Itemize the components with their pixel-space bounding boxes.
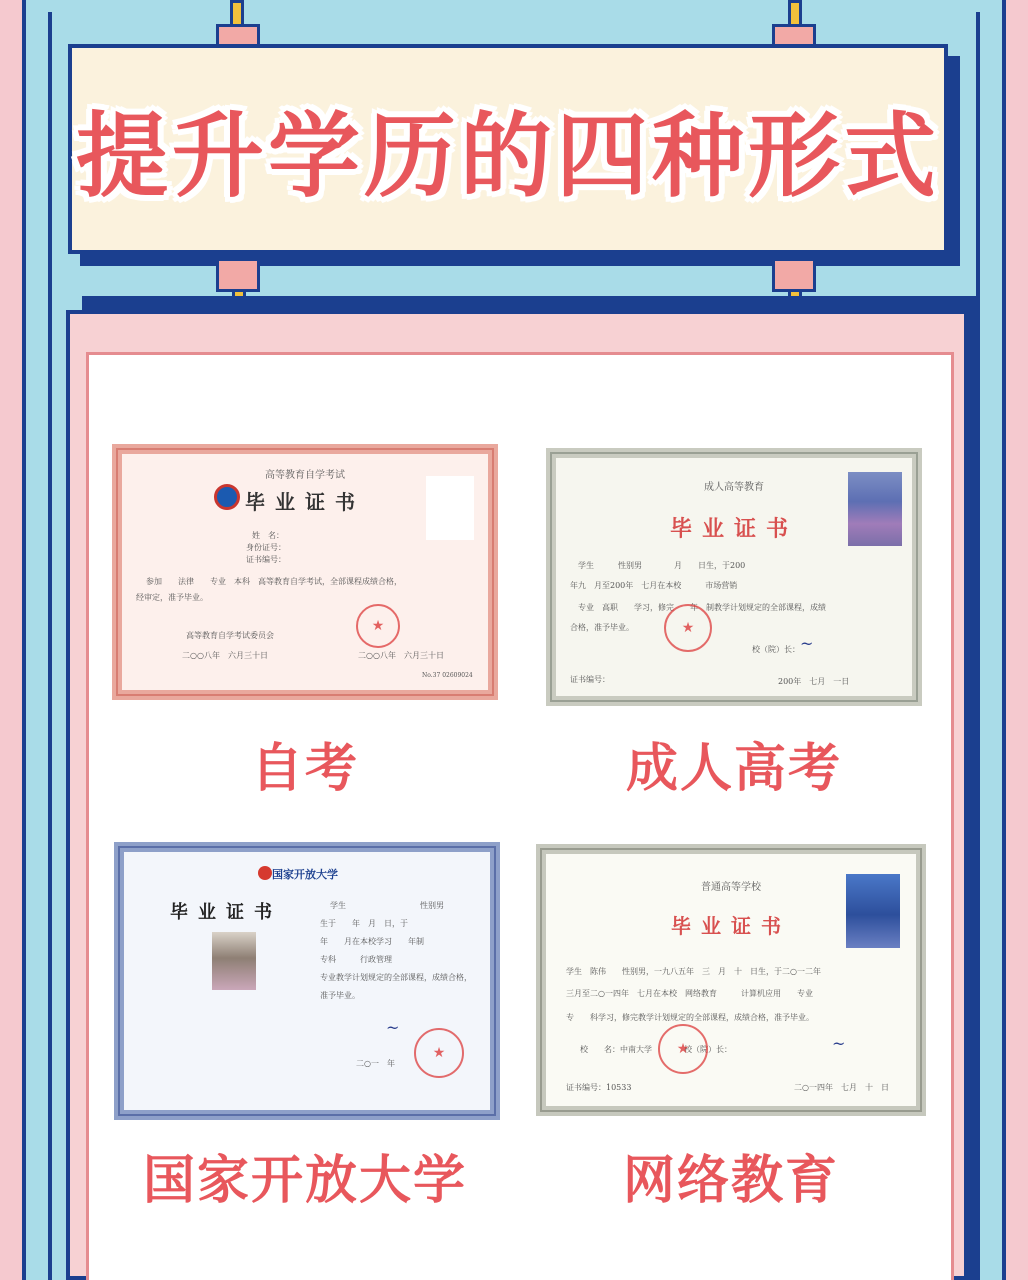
certificate-header: 成人高等教育 <box>704 482 764 493</box>
certificate-line: 准予毕业。 <box>320 991 360 1000</box>
certificate-line: 经审定，准予毕业。 <box>136 593 208 602</box>
certificate-zikao <box>112 444 498 700</box>
certificate-line: 校（院）长： <box>752 645 800 654</box>
hanging-tab <box>772 258 816 292</box>
principal-signature: ~ <box>832 1034 846 1053</box>
certificate-line: 专业教学计划规定的全部课程，成绩合格， <box>320 973 472 982</box>
official-seal <box>356 604 400 648</box>
certificate-title: 毕业证书 <box>170 902 282 923</box>
certificate-line: 三月至二○一四年 七月在本校 网络教育 计算机应用 专业 <box>566 989 813 998</box>
certificate-title: 毕业证书 <box>669 516 798 542</box>
certificate-line: 年 月在本校学习 年制 <box>320 937 424 946</box>
certificate-line: 学生 陈伟 性别男，一九八五年 三 月 十 日生，于二○一二年 <box>566 967 821 976</box>
certificate-line: 身份证号： <box>246 543 286 552</box>
certificate-line: 证书编号： <box>570 675 610 684</box>
title-card <box>68 44 948 254</box>
label-wangluo: 网络教育 <box>622 1151 839 1211</box>
student-photo <box>212 932 256 990</box>
page-title: 提升学历的四种形式 <box>75 103 940 210</box>
label-chengren: 成人高考 <box>625 739 842 799</box>
certificate-line: 参加 法律 专业 本科 高等教育自学考试，全部课程成绩合格， <box>146 577 402 586</box>
certificate-line: 校 名：中南大学 校（院）长： <box>580 1045 732 1054</box>
certificate-line: 证书编号： <box>246 555 286 564</box>
certificate-line: 姓 名： <box>252 531 284 540</box>
official-seal <box>658 1024 708 1074</box>
certificate-line: 高等教育自学考试委员会 <box>186 631 274 640</box>
student-photo <box>848 472 902 546</box>
hanging-tab <box>216 258 260 292</box>
photo-placeholder <box>426 476 474 540</box>
university-logo-icon <box>258 866 272 880</box>
certificate-header: 高等教育自学考试 <box>265 470 345 481</box>
certificate-line: 专科 行政管理 <box>320 955 392 964</box>
certificate-line: 二○○八年 六月三十日 <box>358 651 444 660</box>
certificate-title: 毕业证书 <box>671 914 791 938</box>
certificate-header: 普通高等学校 <box>701 882 761 893</box>
certificate-line: 合格，准予毕业。 <box>570 623 634 632</box>
label-zikao: 自考 <box>250 739 359 799</box>
certificate-wangluo <box>536 844 926 1116</box>
official-seal <box>414 1028 464 1078</box>
certificate-line: 二○一四年 七月 十 日 <box>794 1083 889 1092</box>
certificate-chengren <box>546 448 922 706</box>
certificate-line: 年九 月至200年 七月在本校 市场营销 <box>570 581 738 590</box>
official-seal <box>664 604 712 652</box>
certificate-line: 生于 年 月 日，于 <box>320 919 408 928</box>
certificate-header: 国家开放大学 <box>272 868 338 881</box>
certificate-line: 200年 七月 一日 <box>778 677 850 686</box>
certificate-line: 二○一 年 <box>356 1059 395 1068</box>
certificate-serial: No.37 02609024 <box>422 672 473 679</box>
president-signature: ~ <box>386 1018 400 1037</box>
certificate-line: 二○○八年 六月三十日 <box>182 651 268 660</box>
principal-signature: ~ <box>800 634 814 653</box>
certificate-line: 学生 <box>330 901 346 910</box>
certificate-line: 专 科学习，修完教学计划规定的全部课程，成绩合格，准予毕业。 <box>566 1013 814 1022</box>
certificate-line: 专业 高职 学习，修完 年 制教学计划规定的全部课程，成绩 <box>578 603 826 612</box>
certificate-title: 毕业证书 <box>245 490 365 514</box>
student-photo <box>846 874 900 948</box>
certificate-kaifang <box>114 842 500 1120</box>
label-kaifang: 国家开放大学 <box>142 1151 467 1211</box>
certificate-line: 性别男 <box>420 901 444 910</box>
certificate-line: 学生 性别男 月 日生，于200 <box>578 561 746 570</box>
certificate-line: 证书编号：10533 <box>566 1083 632 1092</box>
